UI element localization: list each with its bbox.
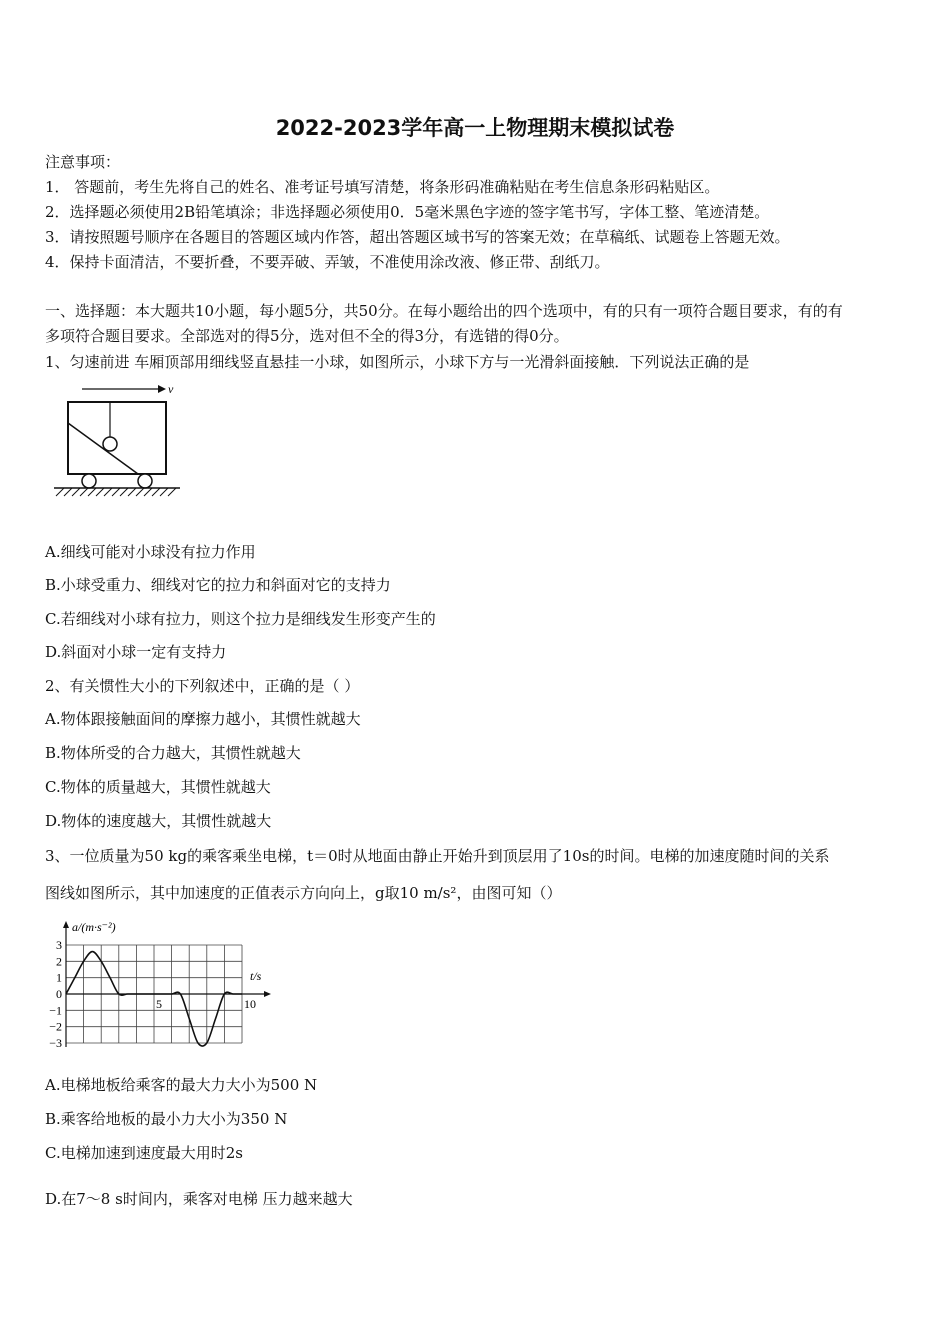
chart-axes (63, 921, 271, 1047)
q2-stem: 2、有关惯性大小的下列叙述中，正确的是（ ） (45, 677, 360, 695)
q2-option-c: C.物体的质量越大，其惯性就越大 (45, 778, 271, 796)
y-tick-label: 3 (56, 938, 62, 952)
y-tick-label: −2 (49, 1019, 62, 1034)
y-tick-label: −3 (49, 1036, 62, 1050)
exam-title: 2022-2023学年高一上物理期末模拟试卷 (275, 116, 675, 140)
x-axis-label: t/s (250, 969, 262, 983)
x-tick-label: 5 (156, 997, 162, 1011)
q3-stem-cont: 图线如图所示，其中加速度的正值表示方向向上，g取10 m/s²，由图可知（） (45, 884, 562, 902)
x-axis-arrowhead (264, 991, 271, 997)
q2-option-d: D.物体的速度越大，其惯性就越大 (45, 812, 272, 830)
y-tick-label: 1 (56, 970, 62, 985)
notice-item: 2．选择题必须使用2B铅笔填涂；非选择题必须使用0．5毫米黑色字迹的签字笔书写，字体工整、笔迹清楚。 (45, 203, 770, 221)
q2-option-b: B.物体所受的合力越大，其惯性就越大 (45, 744, 301, 762)
incline (68, 423, 138, 474)
q3-option-c: C.电梯加速到速度最大用时2s (45, 1144, 243, 1162)
q1-option-d: D.斜面对小球一定有支持力 (45, 643, 227, 661)
x-tick-label: 10 (244, 997, 256, 1011)
y-axis-label: a/(m·s⁻²) (72, 920, 116, 934)
notice-item: 4．保持卡面清洁，不要折叠，不要弄破、弄皱，不准使用涂改液、修正带、刮纸刀。 (45, 253, 610, 271)
q1-option-b: B.小球受重力、细线对它的拉力和斜面对它的支持力 (45, 576, 391, 594)
cart-body (68, 402, 166, 474)
q1-stem: 1、匀速前进 车厢顶部用细线竖直悬挂一小球，如图所示，小球下方与一光滑斜面接触．下列说法正确的是 (45, 353, 750, 371)
velocity-label: v (168, 382, 174, 396)
section-intro: 一、选择题：本大题共10小题，每小题5分，共50分。在每小题给出的四个选项中，有的只有一项符合题目要求，有的有 (45, 302, 843, 320)
ground-hatch (56, 488, 176, 496)
q1-option-c: C.若细线对小球有拉力，则这个拉力是细线发生形变产生的 (45, 610, 436, 628)
cart-figure (50, 378, 185, 506)
velocity-arrowhead (158, 385, 166, 393)
notice-item: 1． 答题前，考生先将自己的姓名、准考证号填写清楚，将条形码准确粘贴在考生信息条形码粘贴区。 (45, 178, 720, 196)
y-axis-arrowhead (63, 921, 69, 928)
wheel (138, 474, 152, 488)
wheel (82, 474, 96, 488)
q3-option-a: A.电梯地板给乘客的最大力大小为500 N (45, 1076, 318, 1094)
q2-option-a: A.物体跟接触面间的摩擦力越小，其惯性就越大 (45, 710, 361, 728)
q3-stem: 3、一位质量为50 kg的乘客乘坐电梯，t＝0时从地面由静止开始升到顶层用了10s的时间。电梯的加速度随时间的关系 (45, 847, 830, 865)
q3-option-d: D.在7～8 s时间内，乘客对电梯 压力越来越大 (45, 1190, 353, 1208)
section-intro-cont: 多项符合题目要求。全部选对的得5分，选对但不全的得3分，有选错的得0分。 (45, 327, 569, 345)
acceleration-chart (44, 912, 274, 1057)
notice-heading: 注意事项： (45, 153, 121, 171)
q1-option-a: A.细线可能对小球没有拉力作用 (45, 543, 256, 561)
q3-option-b: B.乘客给地板的最小力大小为350 N (45, 1110, 288, 1128)
y-tick-label: 2 (56, 954, 62, 969)
y-tick-label: −1 (49, 1003, 62, 1018)
y-tick-label: 0 (56, 987, 62, 1001)
ball (103, 437, 117, 451)
notice-item: 3．请按照题号顺序在各题目的答题区域内作答，超出答题区域书写的答案无效；在草稿纸、试题卷上答题无效。 (45, 228, 790, 246)
